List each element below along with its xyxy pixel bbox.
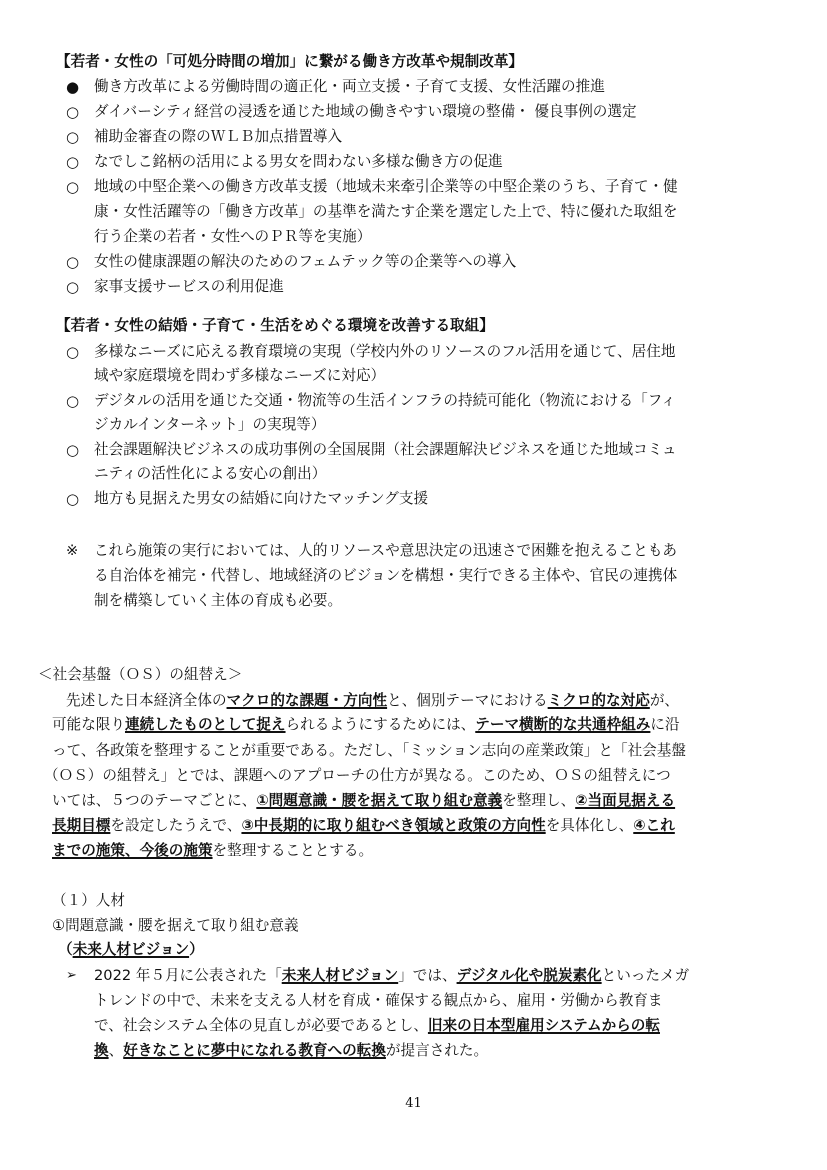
section-heading-marriage-childcare: 【若者・女性の結婚・子育て・生活をめぐる環境を改善する取組】 <box>56 317 494 334</box>
note-text: る自治体を補完・代替し、地域経済のビジョンを構想・実行できる主体や、官民の連携体 <box>94 567 678 584</box>
note-text: これら施策の実行においては、人的リソースや意思決定の迅速さで困難を抱えることもあ <box>94 542 678 559</box>
list-item: 家事支援サービスの利用促進 <box>94 278 284 295</box>
list-item: 女性の健康課題の解決のためのフェムテック等の企業等への導入 <box>94 253 517 270</box>
text-run: いては、５つのテーマごとに、 <box>52 792 257 809</box>
emphasized-text: デジタル化や脱炭素化 <box>456 967 602 984</box>
emphasized-text: 連続したものとして捉え <box>124 716 286 733</box>
os-paragraph-line <box>52 791 675 811</box>
vision-text-line <box>94 1016 660 1036</box>
text-run: で、社会システム全体の見直しが必要であるとし、 <box>94 1017 428 1034</box>
bullet-circle: ○ <box>66 441 80 459</box>
vision-text-line <box>94 991 663 1011</box>
list-item: 多様なニーズに応える教育環境の実現（学校内外のリソースのフル活用を通じて、居住地 <box>94 343 676 360</box>
emphasized-text: ③中長期的に取り組むべき領域と政策の方向性 <box>241 817 546 834</box>
os-section-heading: ＜社会基盤（ＯＳ）の組替え＞ <box>38 666 243 683</box>
os-paragraph-line <box>52 741 686 761</box>
text-run: が、 <box>649 692 680 709</box>
text-run: が提言された。 <box>385 1042 489 1059</box>
note-mark: ※ <box>66 542 79 559</box>
list-item-continuation: 行う企業の若者・女性へのＰＲ等を実施） <box>94 228 372 245</box>
os-paragraph-line <box>52 841 373 861</box>
text-run: ） <box>189 941 204 958</box>
text-run: を設定したうえで、 <box>110 817 242 834</box>
list-item: 地域の中堅企業への働き方改革支援（地域未来牽引企業等の中堅企業のうち、子育て・健 <box>94 178 678 195</box>
list-item: なでしこ銘柄の活用による男女を問わない多様な働き方の促進 <box>94 153 503 170</box>
emphasized-text: 好きなことに夢中になれる教育への転換 <box>123 1042 386 1059</box>
emphasized-text: マクロ的な課題・方向性 <box>226 692 388 709</box>
sub-heading-significance: ①問題意識・腰を据えて取り組む意義 <box>52 917 299 934</box>
bullet-circle: ○ <box>66 178 80 196</box>
emphasized-text: 旧来の日本型雇用システムからの転 <box>427 1017 660 1034</box>
text-run: 先述した日本経済全体の <box>66 692 227 709</box>
arrow-bullet-icon: ➢ <box>66 968 77 983</box>
emphasized-text: ④これ <box>633 817 675 834</box>
os-paragraph-line <box>52 816 675 836</box>
bullet-circle: ○ <box>66 278 80 296</box>
vision-heading <box>58 940 204 960</box>
emphasized-text: 未来人材ビジョン <box>281 967 399 984</box>
text-run: と、個別テーマにおける <box>387 692 548 709</box>
vision-text-line <box>94 1041 488 1061</box>
os-paragraph-line <box>44 766 671 786</box>
text-run: （ＯＳ）の組替え」とでは、課題へのアプローチの仕方が異なる。このため、ＯＳの組替えにつ <box>44 767 671 784</box>
text-run: 」では、 <box>398 967 457 984</box>
text-run: を整理することとする。 <box>212 842 374 859</box>
emphasized-text: ②当面見据える <box>575 792 676 809</box>
list-item: 働き方改革による労働時間の適正化・両立支援・子育て支援、女性活躍の推進 <box>94 78 605 95</box>
text-run: （ <box>58 941 73 958</box>
text-run: を整理し、 <box>502 792 576 809</box>
bullet-circle: ○ <box>66 343 80 361</box>
vision-text-line <box>94 966 689 986</box>
page-number: 41 <box>405 1096 422 1111</box>
list-item-continuation: 康・女性活躍等の「働き方改革」の基準を満たす企業を選定した上で、特に優れた取組を <box>94 203 678 220</box>
note-text: 制を構築していく主体の育成も必要。 <box>94 592 343 609</box>
list-item-continuation: ジカルインターネット」の実現等） <box>94 416 326 433</box>
list-item: 補助金審査の際のＷＬＢ加点措置導入 <box>94 128 343 145</box>
bullet-circle: ○ <box>66 392 80 410</box>
list-item-continuation: ニティの活性化による安心の創出） <box>94 465 327 482</box>
list-item: 社会課題解決ビジネスの成功事例の全国展開（社会課題解決ビジネスを通じた地域コミュ <box>94 441 677 458</box>
text-run: に沿 <box>650 716 680 733</box>
text-run: トレンドの中で、未来を支える人材を育成・確保する観点から、雇用・労働から教育ま <box>94 992 663 1009</box>
text-run: って、各政策を整理することが重要である。ただし、「ミッション志向の産業政策」と「社会基盤 <box>52 742 686 759</box>
emphasized-text: までの施策、今後の施策 <box>52 842 213 859</box>
text-run: といったメガ <box>601 967 690 984</box>
emphasized-text: テーマ横断的な共通枠組み <box>475 716 651 733</box>
emphasized-text: 未来人材ビジョン <box>72 941 190 958</box>
bullet-circle: ○ <box>66 128 80 146</box>
section-heading-work-style: 【若者・女性の「可処分時間の増加」に繋がる働き方改革や規制改革】 <box>56 53 524 70</box>
emphasized-text: 長期目標 <box>52 817 111 834</box>
bullet-circle: ○ <box>66 490 80 508</box>
list-item: ダイバーシティ経営の浸透を通じた地域の働きやすい環境の整備・ 優良事例の選定 <box>94 103 637 120</box>
emphasized-text: ①問題意識・腰を据えて取り組む意義 <box>256 792 503 809</box>
emphasized-text: ミクロ的な対応 <box>547 692 650 709</box>
list-item: デジタルの活用を通じた交通・物流等の生活インフラの持続可能化（物流における「フィ <box>94 392 676 409</box>
list-item-continuation: 域や家庭環境を問わず多様なニーズに対応） <box>94 367 386 384</box>
text-run: 、 <box>108 1042 124 1059</box>
os-paragraph-line <box>52 715 680 735</box>
subsection-heading-jinzai: （１）人材 <box>52 892 125 909</box>
list-item: 地方も見据えた男女の結婚に向けたマッチング支援 <box>94 490 429 507</box>
bullet-circle: ○ <box>66 153 80 171</box>
text-run: 2022 年５月に公表された「 <box>94 967 282 984</box>
text-run: られるようにするためには、 <box>285 716 476 733</box>
bullet-circle: ○ <box>66 253 80 271</box>
emphasized-text: 換 <box>94 1042 109 1059</box>
text-run: を具体化し、 <box>545 817 634 834</box>
bullet-circle: ○ <box>66 103 80 121</box>
bullet-filled: ● <box>66 78 80 96</box>
os-paragraph-line <box>66 691 679 711</box>
text-run: 可能な限り <box>52 716 125 733</box>
